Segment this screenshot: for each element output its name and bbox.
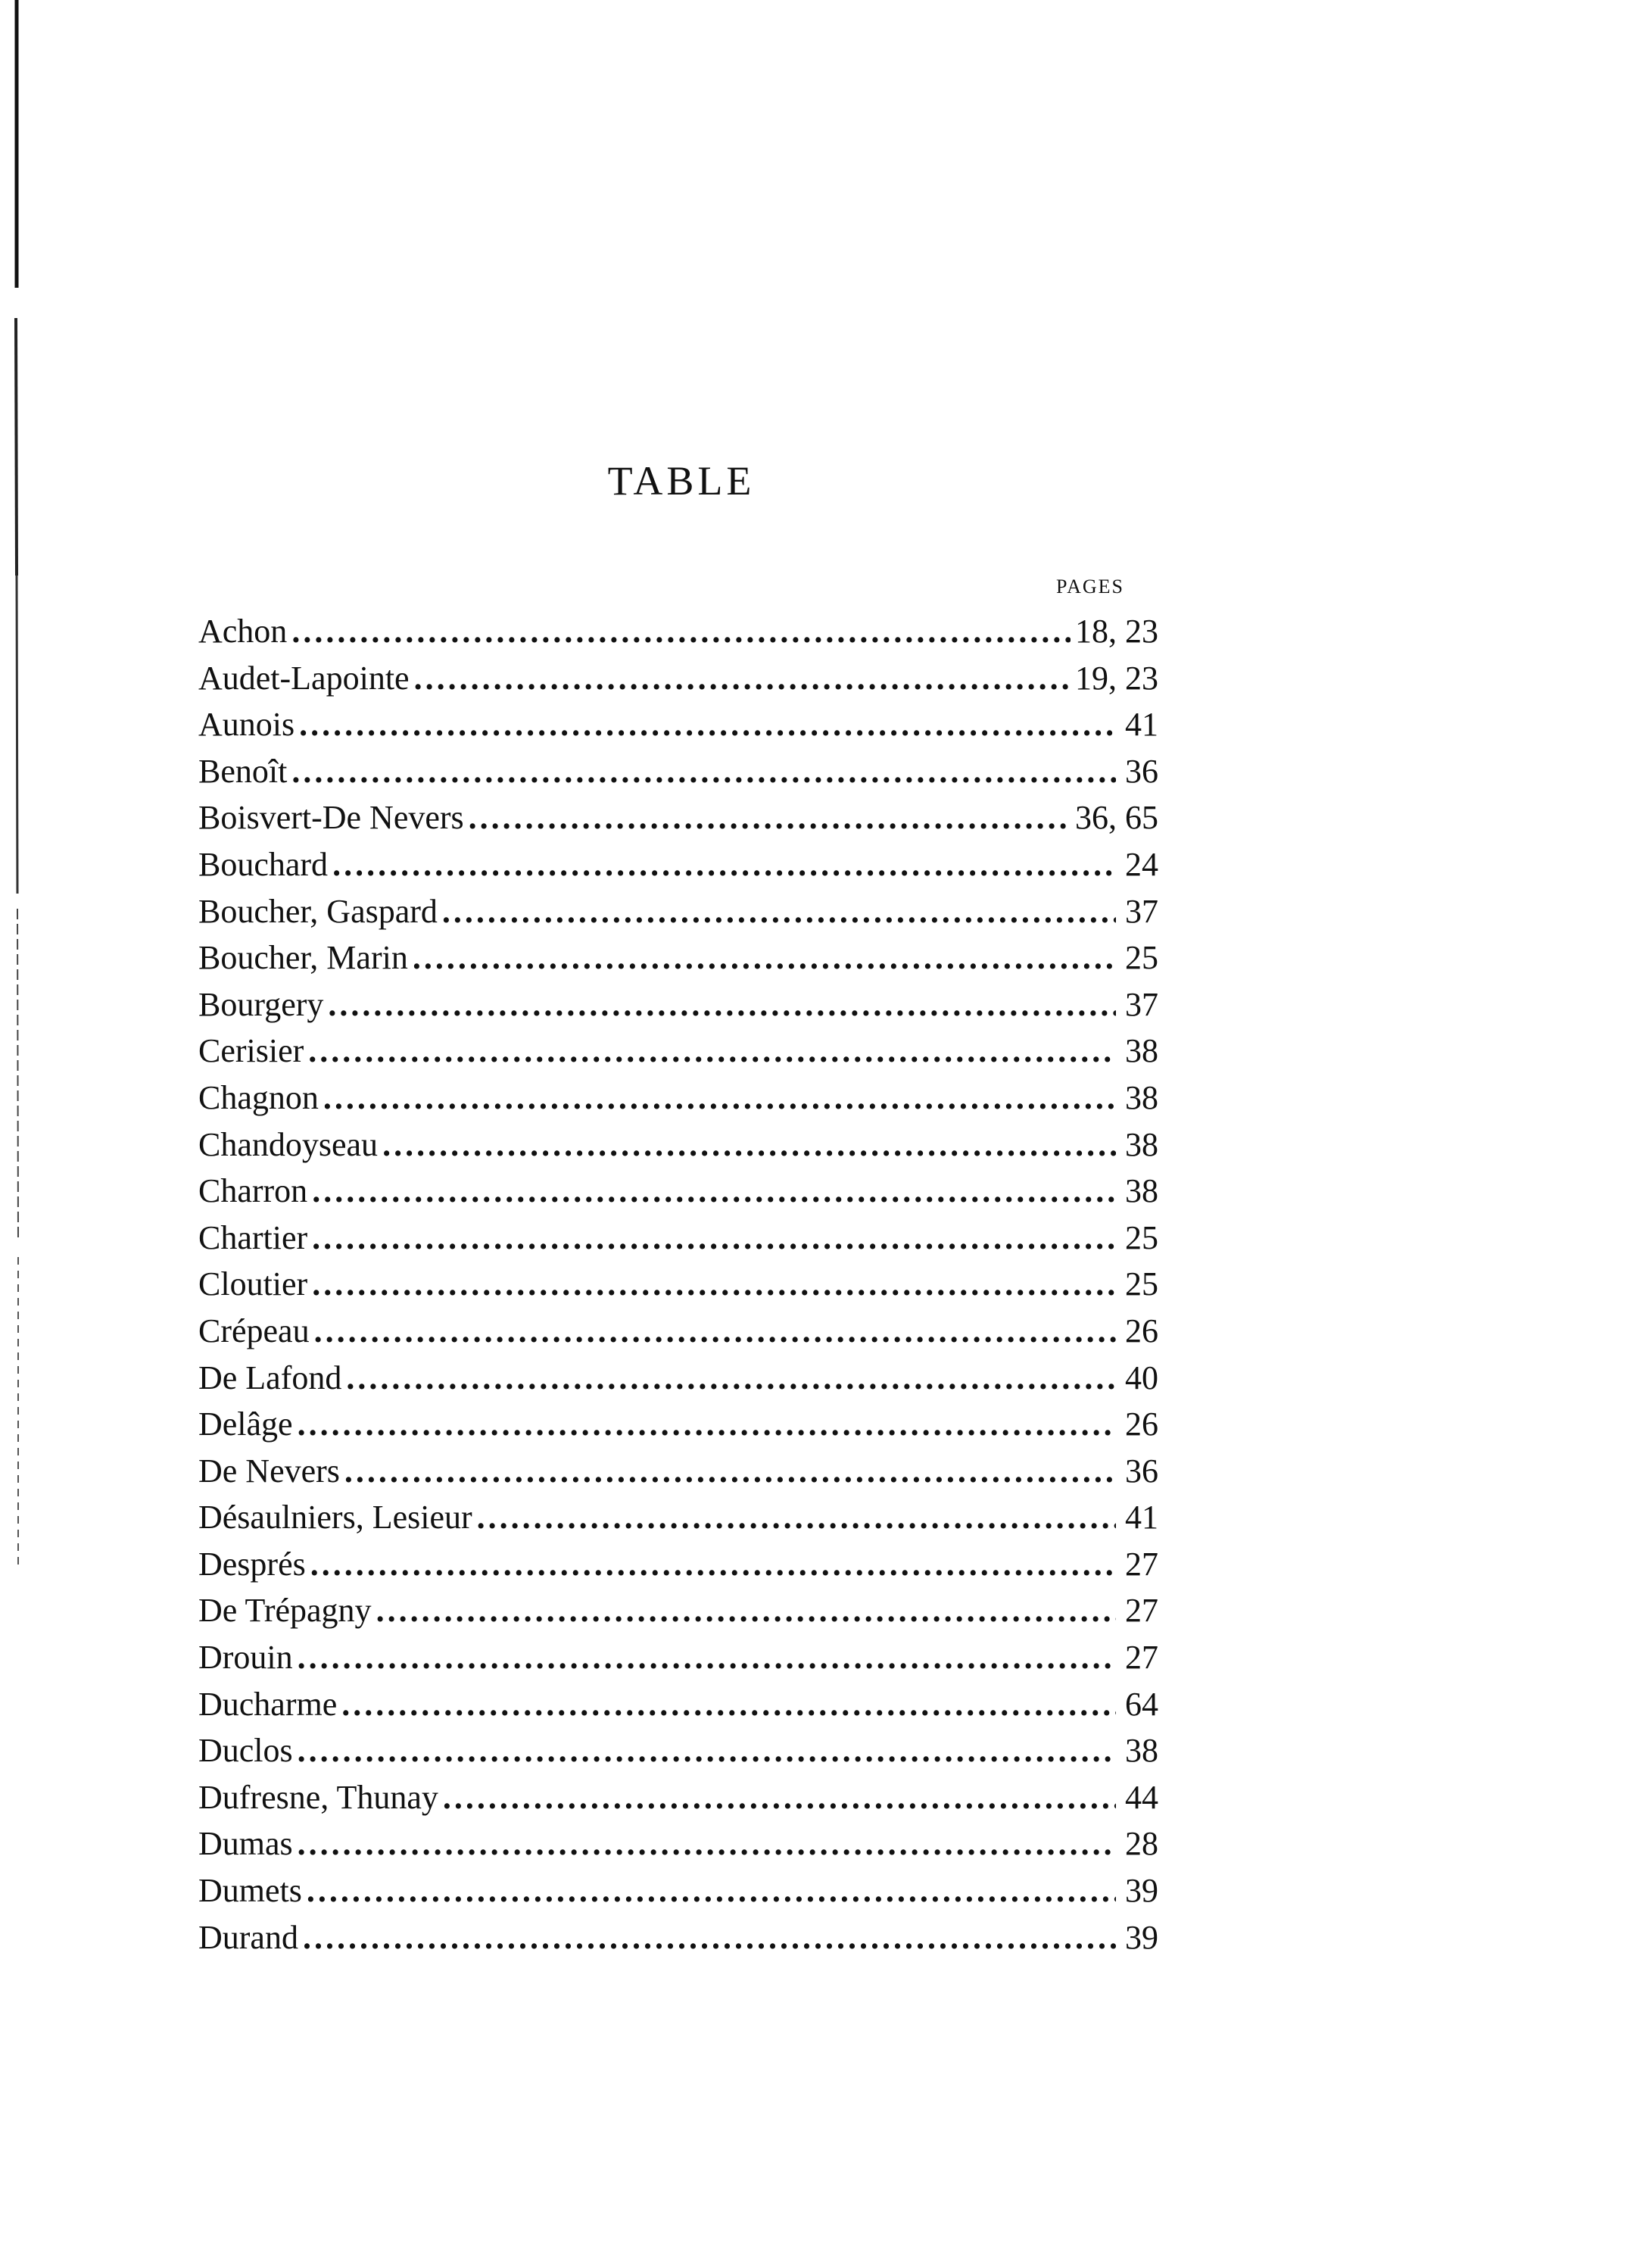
toc-entry-name: Chartier [198, 1218, 308, 1256]
dot-leader [314, 1312, 1116, 1350]
page-binding-edge [6, 0, 27, 1575]
dot-leader [332, 845, 1116, 884]
toc-entry [198, 1871, 1158, 1918]
dot-leader [346, 1359, 1116, 1397]
toc-entry [198, 1824, 1158, 1871]
toc-entry [198, 845, 1158, 892]
toc-entry-name: Dufresne, Thunay [198, 1778, 438, 1816]
toc-entry [198, 659, 1158, 706]
toc-entry-pages: 41 [1125, 706, 1158, 744]
dot-leader [298, 1731, 1116, 1770]
toc-entry [198, 1685, 1158, 1732]
toc-entry-name: Boucher, Gaspard [198, 892, 438, 930]
dot-leader [413, 938, 1116, 977]
toc-entry-name: De Lafond [198, 1359, 342, 1396]
dot-leader [443, 1778, 1116, 1817]
toc-entry-pages: 25 [1125, 1218, 1158, 1256]
toc-entry-pages: 39 [1125, 1872, 1158, 1910]
toc-entry [198, 1452, 1158, 1499]
toc-entry-pages: 28 [1125, 1825, 1158, 1863]
toc-entry [198, 1731, 1158, 1778]
toc-entry-pages: 27 [1125, 1545, 1158, 1583]
dot-leader [414, 659, 1071, 697]
toc-entry-pages: 26 [1125, 1405, 1158, 1443]
dot-leader [477, 1498, 1116, 1536]
toc-entry-name: Crépeau [198, 1312, 310, 1349]
dot-leader [323, 1078, 1116, 1117]
dot-leader [307, 1871, 1116, 1910]
toc-entry-pages: 64 [1125, 1685, 1158, 1723]
toc-entry [198, 1031, 1158, 1078]
toc-entry-name: Charron [198, 1172, 308, 1210]
dot-leader [291, 612, 1071, 650]
dot-leader [341, 1685, 1116, 1724]
toc-entry [198, 1545, 1158, 1592]
toc-entry-name: Audet-Lapointe [198, 659, 410, 697]
toc-entry-pages: 26 [1125, 1312, 1158, 1349]
table-of-contents [198, 612, 1158, 1964]
toc-entry-pages: 36, 65 [1075, 799, 1158, 837]
toc-entry-name: Chagnon [198, 1078, 319, 1116]
dot-leader [328, 985, 1116, 1024]
toc-entry-name: Bourgery [198, 985, 324, 1023]
dot-leader [303, 1918, 1116, 1957]
toc-entry-name: Dumas [198, 1825, 293, 1863]
toc-entry [198, 1638, 1158, 1685]
toc-entry-pages: 40 [1125, 1359, 1158, 1396]
toc-entry-pages: 38 [1125, 1172, 1158, 1210]
toc-entry-pages: 37 [1125, 985, 1158, 1023]
toc-entry-pages: 41 [1125, 1499, 1158, 1536]
toc-entry-pages: 37 [1125, 892, 1158, 930]
dot-leader [312, 1171, 1116, 1210]
toc-entry [198, 612, 1158, 659]
toc-entry [198, 752, 1158, 799]
toc-entry-pages: 38 [1125, 1078, 1158, 1116]
toc-entry-name: Drouin [198, 1639, 293, 1677]
toc-entry-name: Aunois [198, 706, 295, 744]
toc-entry [198, 938, 1158, 985]
toc-entry [198, 1778, 1158, 1825]
toc-entry [198, 1265, 1158, 1312]
toc-entry-name: Duclos [198, 1732, 293, 1770]
toc-entry [198, 1078, 1158, 1125]
toc-entry [198, 985, 1158, 1032]
toc-entry [198, 892, 1158, 939]
toc-entry-name: De Nevers [198, 1452, 340, 1490]
toc-entry-name: Cloutier [198, 1265, 308, 1303]
toc-entry [198, 1405, 1158, 1452]
toc-entry-pages: 27 [1125, 1639, 1158, 1677]
toc-entry-pages: 38 [1125, 1125, 1158, 1163]
dot-leader [469, 798, 1071, 837]
toc-entry [198, 1359, 1158, 1405]
toc-entry-pages: 44 [1125, 1778, 1158, 1816]
toc-entry [198, 1591, 1158, 1638]
toc-entry-name: Dumets [198, 1872, 302, 1910]
toc-entry-pages: 36 [1125, 1452, 1158, 1490]
toc-entry-pages: 25 [1125, 1265, 1158, 1303]
toc-entry-pages: 25 [1125, 939, 1158, 977]
toc-entry-pages: 39 [1125, 1918, 1158, 1956]
toc-entry-name: Benoît [198, 752, 288, 790]
dot-leader [310, 1545, 1116, 1583]
toc-entry-name: Achon [198, 613, 288, 650]
toc-entry-name: Désaulniers, Lesieur [198, 1499, 472, 1536]
toc-entry-pages: 27 [1125, 1592, 1158, 1630]
toc-entry-pages: 18, 23 [1075, 613, 1158, 650]
toc-entry [198, 1312, 1158, 1359]
dot-leader [312, 1265, 1116, 1303]
dot-leader [308, 1031, 1116, 1070]
pages-column-header: PAGES [1056, 576, 1124, 597]
dot-leader [442, 892, 1116, 931]
dot-leader [382, 1125, 1116, 1164]
toc-entry [198, 1498, 1158, 1545]
dot-leader [299, 705, 1116, 744]
dot-leader [312, 1218, 1116, 1257]
toc-entry-name: Chandoyseau [198, 1125, 379, 1163]
toc-entry-name: Durand [198, 1918, 298, 1956]
page-title: TABLE [607, 458, 756, 504]
toc-entry-name: Ducharme [198, 1685, 338, 1723]
dot-leader [298, 1824, 1116, 1863]
toc-entry [198, 705, 1158, 752]
toc-entry-pages: 38 [1125, 1032, 1158, 1070]
toc-entry-name: Boisvert-De Nevers [198, 799, 464, 837]
toc-entry-pages: 24 [1125, 845, 1158, 883]
toc-entry-name: Boucher, Marin [198, 939, 408, 977]
dot-leader [298, 1638, 1116, 1677]
dot-leader [291, 752, 1116, 791]
toc-entry [198, 1125, 1158, 1172]
toc-entry-name: Bouchard [198, 845, 329, 883]
toc-entry [198, 1218, 1158, 1265]
toc-entry-name: Cerisier [198, 1032, 304, 1070]
toc-entry-pages: 38 [1125, 1732, 1158, 1770]
toc-entry [198, 798, 1158, 845]
toc-entry-name: Delâge [198, 1405, 293, 1443]
toc-entry [198, 1918, 1158, 1965]
toc-entry-name: De Trépagny [198, 1592, 372, 1630]
toc-entry-name: Després [198, 1545, 306, 1583]
toc-entry [198, 1171, 1158, 1218]
dot-leader [298, 1405, 1116, 1443]
dot-leader [376, 1591, 1116, 1630]
dot-leader [344, 1452, 1116, 1490]
toc-entry-pages: 36 [1125, 752, 1158, 790]
toc-entry-pages: 19, 23 [1075, 659, 1158, 697]
